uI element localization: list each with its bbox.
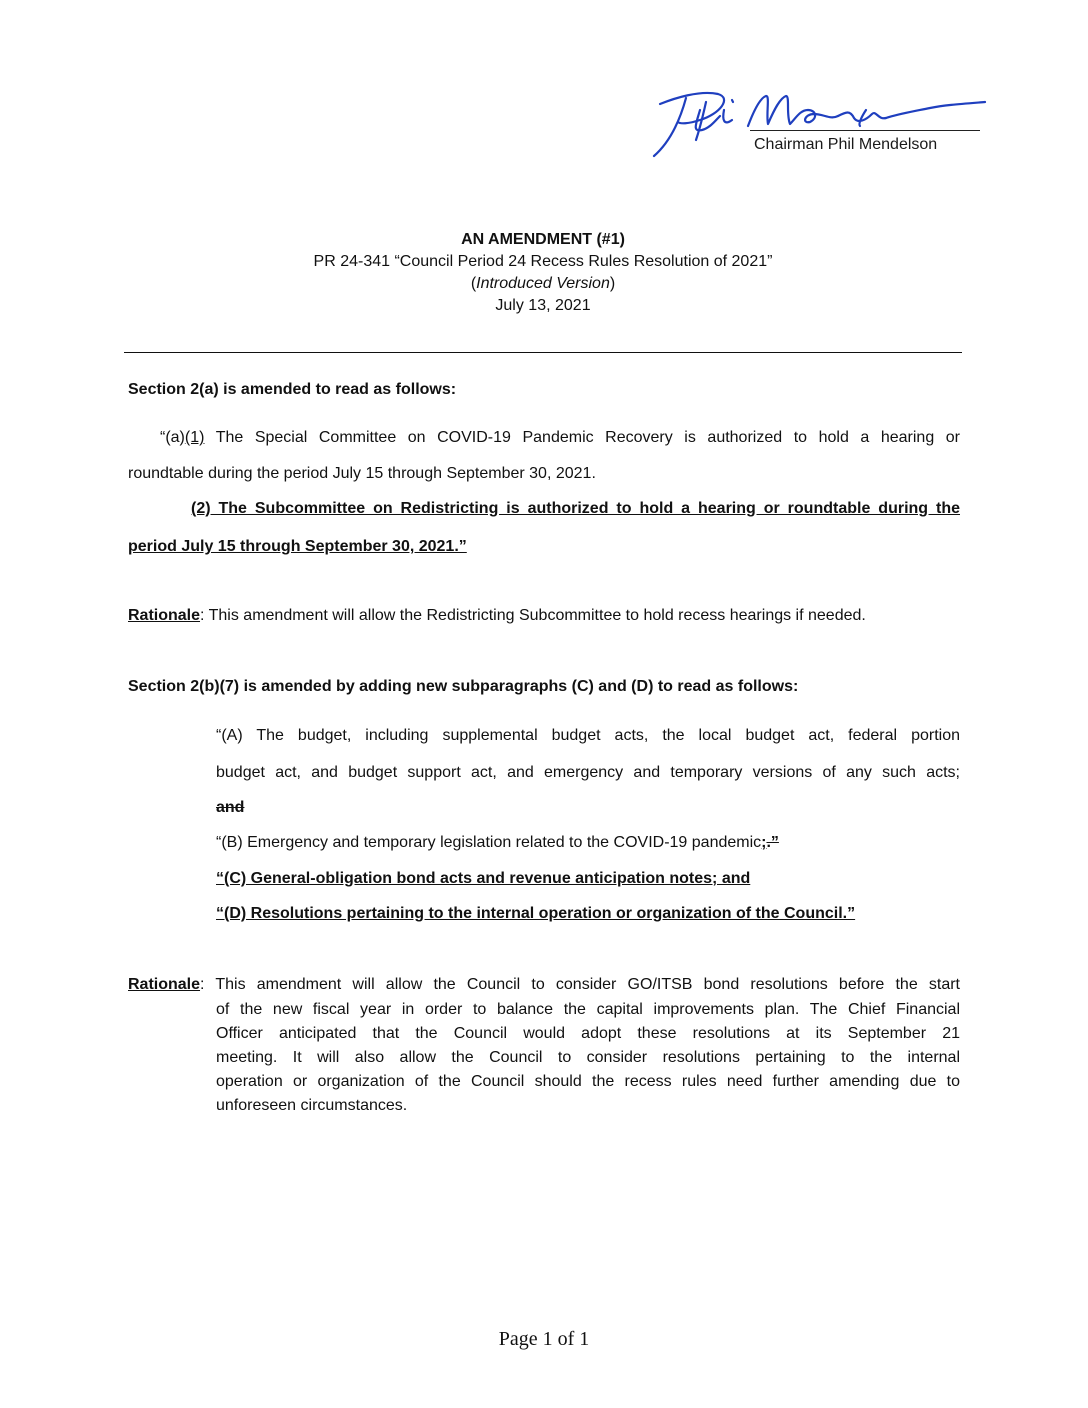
rationale-2-line3: Officer anticipated that the Council would adopt these resolutions at its September 21 bbox=[216, 1025, 960, 1042]
para-a-prefix: “(a) bbox=[160, 429, 185, 446]
rationale-2-line2: of the new fiscal year in order to balance the capital improvements plan. The Chief Financial bbox=[216, 1001, 960, 1018]
para-a-inserted-number: (1) bbox=[184, 429, 205, 446]
version-line bbox=[124, 273, 962, 295]
subparagraph-a-line1: “(A) The budget, including supplemental budget acts, the local budget act, federal portion bbox=[216, 727, 960, 744]
section-2a-para-2-line1: (2) The Subcommittee on Redistricting is authorized to hold a hearing or roundtable during the bbox=[191, 500, 960, 517]
subparagraph-d: “(D) Resolutions pertaining to the internal operation or organization of the Council.” bbox=[216, 905, 856, 922]
rationale-2-line6: unforeseen circumstances. bbox=[216, 1097, 408, 1114]
section-2a-para-a-line2: roundtable during the period July 15 through September 30, 2021. bbox=[128, 465, 596, 482]
para-a-line1-text: The Special Committee on COVID-19 Pandemic Recovery is authorized to hold a hearing or bbox=[204, 429, 960, 446]
rationale-1-text: This amendment will allow the Redistricting Subcommittee to hold recess hearings if needed. bbox=[204, 607, 866, 624]
subparagraph-c: “(C) General-obligation bond acts and revenue anticipation notes; and bbox=[216, 870, 751, 887]
heading-divider bbox=[124, 352, 962, 353]
subparagraph-a-line2: budget act, and budget support act, and emergency and temporary versions of any such acts; bbox=[216, 764, 960, 781]
signature-block bbox=[640, 80, 990, 170]
signature-line bbox=[750, 130, 980, 131]
subparagraph-b-struck-period: .” bbox=[766, 834, 779, 851]
rationale-2-label: Rationale bbox=[128, 976, 201, 993]
resolution-subtitle: PR 24-341 “Council Period 24 Recess Rules Resolution of 2021” bbox=[313, 253, 773, 270]
signer-name: Chairman Phil Mendelson bbox=[754, 136, 938, 153]
amendment-title: AN AMENDMENT (#1) bbox=[461, 231, 625, 248]
rationale-2-first-line: This amendment will allow the Council to consider GO/ITSB bond resolutions before the start bbox=[204, 976, 960, 993]
section-2a-para-a-line1 bbox=[160, 429, 960, 447]
rationale-1-colon: : bbox=[200, 607, 205, 624]
rationale-1-label: Rationale bbox=[128, 607, 201, 624]
subparagraph-a-struck-and: and bbox=[216, 799, 245, 816]
rationale-2-line5: operation or organization of the Council should the recess rules need further amending due to bbox=[216, 1073, 960, 1090]
section-2b7-heading: Section 2(b)(7) is amended by adding new subparagraphs (C) and (D) to read as follows: bbox=[128, 678, 799, 695]
page-number: Page 1 of 1 bbox=[498, 1328, 590, 1350]
version-open-paren: ( bbox=[470, 275, 477, 292]
rationale-2-colon: : bbox=[200, 976, 205, 993]
subparagraph-b-inserted-semicolon: ; bbox=[761, 834, 767, 851]
rationale-1 bbox=[128, 607, 866, 625]
rationale-2-line4: meeting. It will also allow the Council to consider resolutions pertaining to the internal bbox=[216, 1049, 960, 1066]
version-label: Introduced Version bbox=[476, 275, 610, 292]
version-close-paren: ) bbox=[609, 275, 616, 292]
document-heading bbox=[124, 229, 962, 317]
subparagraph-b-text: “(B) Emergency and temporary legislation related to the COVID-19 pandemic bbox=[216, 834, 762, 851]
subparagraph-b bbox=[216, 834, 779, 852]
section-2a-heading: Section 2(a) is amended to read as follows: bbox=[128, 381, 457, 398]
rationale-2-line1 bbox=[128, 976, 960, 994]
document-date: July 13, 2021 bbox=[495, 297, 591, 314]
handwritten-signature bbox=[640, 80, 990, 170]
section-2a-para-2-line2: period July 15 through September 30, 2021.” bbox=[128, 538, 467, 555]
